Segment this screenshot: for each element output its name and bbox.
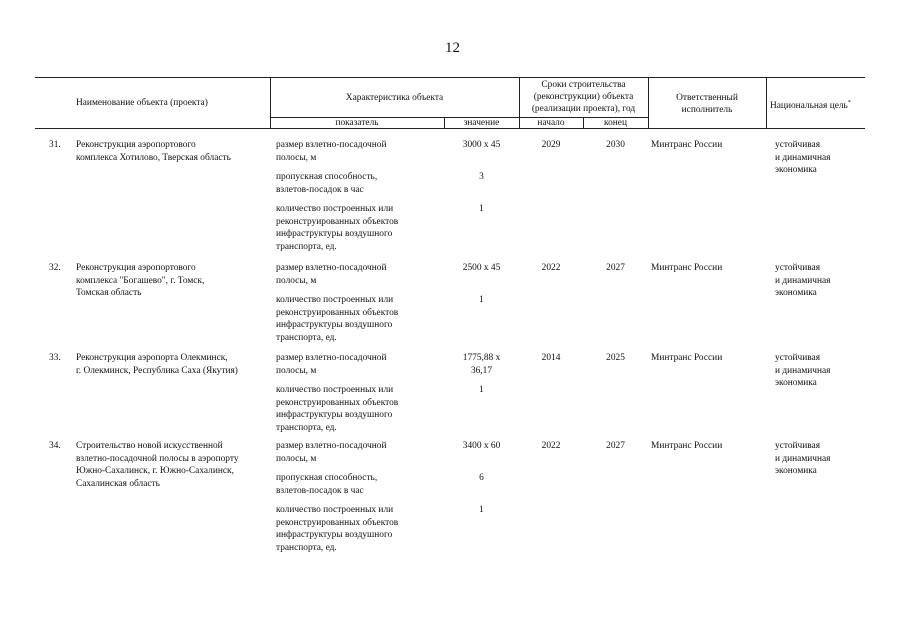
executor: Минтранс России <box>651 441 723 451</box>
indicator-label-line: полосы, м <box>276 275 317 286</box>
indicator-value-line: 1 <box>479 204 484 214</box>
object-name-line: комплекса Хотилово, Тверская область <box>76 152 231 163</box>
header-start: начало <box>537 118 565 128</box>
indicator-value-line: 6 <box>479 473 484 483</box>
indicator-label-line: размер взлетно-посадочной <box>276 140 387 150</box>
indicator-label-line: количество построенных или <box>276 505 394 515</box>
page-number: 12 <box>445 40 460 56</box>
indicator-label-line: размер взлетно-посадочной <box>276 353 387 363</box>
indicator-label-line: реконструированных объектов <box>276 517 399 528</box>
header-goal <box>770 97 851 113</box>
national-goal-line: и динамичная <box>775 152 831 163</box>
end-year: 2030 <box>606 140 625 150</box>
indicator-label-line: инфраструктуры воздушного <box>276 410 393 421</box>
indicator-label-line: инфраструктуры воздушного <box>276 320 393 331</box>
indicator-label-line: взлетов-посадок в час <box>276 184 364 195</box>
start-year: 2014 <box>541 353 561 363</box>
header-indicator: показатель <box>335 118 379 128</box>
executor: Минтранс России <box>651 140 723 150</box>
indicator-label-line: инфраструктуры воздушного <box>276 229 393 240</box>
national-goal-line: экономика <box>775 466 817 477</box>
indicator-value-line: 1 <box>479 385 484 395</box>
object-name-line: Строительство новой искусственной <box>76 441 223 451</box>
indicator-label-line: полосы, м <box>276 453 317 464</box>
indicator-value-line: 3000 x 45 <box>462 140 501 150</box>
header-goal-label: Национальная цель <box>770 101 848 112</box>
national-goal-line: устойчивая <box>775 263 821 273</box>
header-end: конец <box>604 118 627 128</box>
row-number: 31. <box>49 140 61 150</box>
indicator-value-line: 3 <box>479 172 484 182</box>
footnote-mark: * <box>847 100 851 106</box>
indicator-label-line: взлетов-посадок в час <box>276 485 364 496</box>
indicator-label-line: количество построенных или <box>276 295 394 305</box>
header-terms-line-1: Сроки строительства <box>541 80 626 90</box>
end-year: 2025 <box>606 353 625 363</box>
indicator-label-line: полосы, м <box>276 365 317 376</box>
indicator-label-line: размер взлетно-посадочной <box>276 441 387 451</box>
indicator-label-line: транспорта, ед. <box>276 332 337 343</box>
indicator-value-line: 3400 x 60 <box>462 441 501 451</box>
indicator-label-line: пропускная способность, <box>276 473 378 483</box>
end-year: 2027 <box>606 441 625 451</box>
start-year: 2029 <box>541 140 561 150</box>
indicator-value-line: 1775,88 x <box>462 353 501 363</box>
col-divider-executor <box>766 77 767 128</box>
indicator-label-line: размер взлетно-посадочной <box>276 263 387 273</box>
indicator-label-line: реконструированных объектов <box>276 397 399 408</box>
header-executor-line-1: Ответственный <box>676 93 738 103</box>
national-goal-line: и динамичная <box>775 365 831 376</box>
end-year: 2027 <box>606 263 625 273</box>
table-top-border <box>35 77 865 78</box>
indicator-label-line: количество построенных или <box>276 385 394 395</box>
object-name-line: Южно-Сахалинск, г. Южно-Сахалинск, <box>76 466 234 477</box>
object-name-line: Реконструкция аэропортового <box>76 263 196 273</box>
header-terms-line-2: (реконструкции) объекта <box>533 92 634 102</box>
object-name-line: Реконструкция аэропорта Олекминск, <box>76 353 228 363</box>
row-number: 34. <box>49 441 61 451</box>
indicator-label-line: количество построенных или <box>276 204 394 214</box>
executor: Минтранс России <box>651 353 723 363</box>
indicator-value-line: 36,17 <box>470 365 493 376</box>
header-name: Наименование объекта (проекта) <box>76 98 208 108</box>
indicator-label-line: транспорта, ед. <box>276 542 337 553</box>
national-goal-line: устойчивая <box>775 140 821 150</box>
national-goal-line: и динамичная <box>775 453 831 464</box>
object-name-line: Сахалинская область <box>76 478 160 489</box>
header-value: значение <box>463 118 500 128</box>
indicator-value-line: 2500 x 45 <box>462 263 501 273</box>
national-goal-line: экономика <box>775 378 817 389</box>
indicator-label-line: реконструированных объектов <box>276 216 399 227</box>
row-number: 33. <box>49 353 61 363</box>
indicator-value-line: 1 <box>479 505 484 515</box>
national-goal-line: устойчивая <box>775 441 821 451</box>
row-number: 32. <box>49 263 61 273</box>
header-executor-line-2: исполнитель <box>681 105 733 115</box>
object-name-line: комплекса "Богашево", г. Томск, <box>76 275 205 286</box>
object-name-line: г. Олекминск, Республика Саха (Якутия) <box>76 365 238 376</box>
indicator-label-line: транспорта, ед. <box>276 422 337 433</box>
indicator-value-line: 1 <box>479 295 484 305</box>
object-name-line: Томская область <box>76 288 142 299</box>
indicator-label-line: транспорта, ед. <box>276 241 337 252</box>
start-year: 2022 <box>541 441 561 451</box>
indicator-label-line: пропускная способность, <box>276 172 378 182</box>
indicator-label-line: реконструированных объектов <box>276 307 399 318</box>
executor: Минтранс России <box>651 263 723 273</box>
indicator-label-line: полосы, м <box>276 152 317 163</box>
indicator-label-line: инфраструктуры воздушного <box>276 530 393 541</box>
object-name-line: Реконструкция аэропортового <box>76 140 196 150</box>
header-terms-line-3: (реализации проекта), год <box>531 104 636 114</box>
national-goal-line: экономика <box>775 165 817 176</box>
start-year: 2022 <box>541 263 561 273</box>
header-characteristic: Характеристика объекта <box>345 93 444 103</box>
national-goal-line: экономика <box>775 288 817 299</box>
national-goal-line: и динамичная <box>775 275 831 286</box>
object-name-line: взлетно-посадочной полосы в аэропорту <box>76 453 239 464</box>
national-goal-line: устойчивая <box>775 353 821 363</box>
